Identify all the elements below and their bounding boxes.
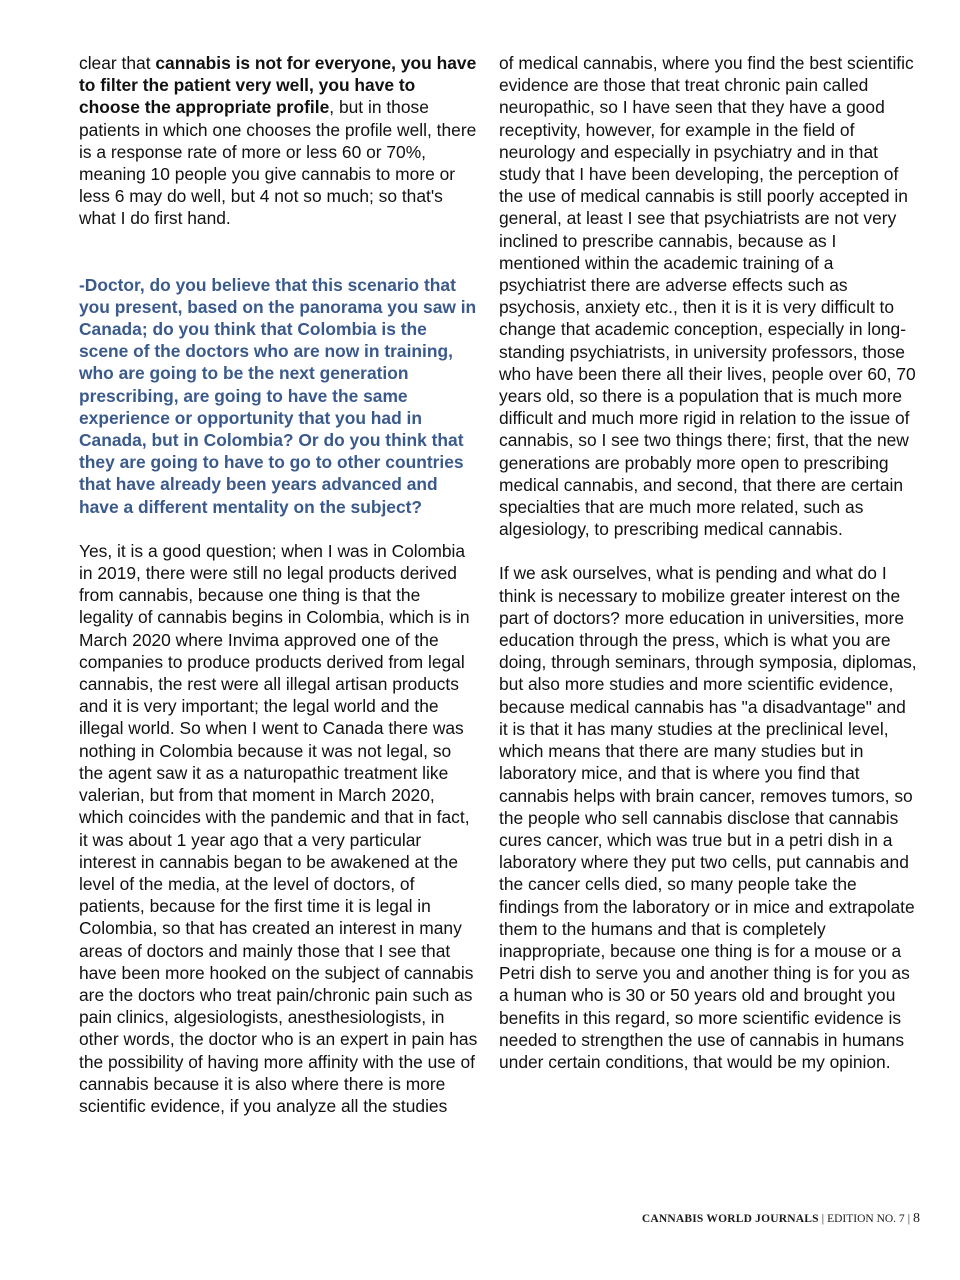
left-column: [79, 52, 479, 1117]
intro-rest-text: , but in those patients in which one chooses the profile well, there is a response rate of more or less 60 or 70%, meaning 10 people you give cannabis to more or less 6 may do well, but 4 not so much; so that's what I do first hand.: [79, 97, 477, 229]
edition-label: EDITION NO. 7: [827, 1213, 905, 1225]
answer-paragraph: Yes, it is a good question; when I was in Colombia in 2019, there were still no legal products derived from cannabis, because one thing is that the legality of cannabis begins in Colombia, which is in March 2020 where Invima approved one of the companies to produce products derived from legal cannabis, the rest were all illegal artisan products and it is very important; the legal world and the illegal world. So when I went to Canada there was nothing in Colombia because it was not legal, so the agent saw it as a naturopathic treatment like valerian, but from that moment in March 2020, which coincides with the pandemic and that in fact, it was about 1 year ago that a very particular interest in cannabis began to be awakened at the level of the media, at the level of doctors, of patients, because for the first time it is legal in Colombia, so that has created an interest in many areas of doctors and mainly those that I see that have been more hooked on the subject of cannabis are the doctors who treat pain/chronic pain such as pain clinics, algesiologists, anesthesiologists, in other words, the doctor who is an expert in pain has the possibility of having more affinity with the use of cannabis because it is also where there is more scientific evidence, if you analyze all the studies: [79, 540, 478, 1116]
page-number: 8: [913, 1211, 920, 1226]
footer-separator: |: [821, 1213, 825, 1225]
intro-text: clear that: [79, 53, 156, 73]
closing-paragraph: If we ask ourselves, what is pending and what do I think is necessary to mobilize greater interest on the part of doctors? more education in universities, more education through the press, which is what you are doing, through seminars, through symposia, diplomas, but also more studies and more scientific evidence, because medical cannabis has "a disadvantage" and it is that it has many studies at the preclinical level, which means that there are many studies but in laboratory mice, and that is where you find that cannabis helps with brain cancer, removes tumors, so the people who sell cannabis disclose that cannabis cures cancer, which was true but in a petri dish in a laboratory where they put two cells, put cannabis and the cancer cells died, so many people take the findings from the laboratory or in mice and extrapolate them to the humans and that is completely inappropriate, because one thing is for a mouse or a Petri dish to serve you and another thing is for you as a human who is 30 or 50 years old and brought you benefits in this regard, so more scientific evidence is needed to strengthen the use of cannabis in humans under certain conditions, that would be my opinion.: [499, 563, 917, 1072]
continued-paragraph: of medical cannabis, where you find the best scientific evidence are those that treat chronic pain called neuropathic, so I have seen that they have a good receptivity, however, for example in the field of neurology and especially in psychiatry and in that study that I have been developing, the perception of the use of medical cannabis is still poorly accepted in general, at least I see that psychiatrists are not very inclined to prescribe cannabis, because as I mentioned within the academic training of a psychiatrist there are adverse effects such as psychosis, anxiety etc., then it is it is very difficult to change that academic conception, especially in long-standing psychiatrists, in university professors, those who have been there all their lives, people over 60, 70 years old, so there is a population that is much more difficult and much more rigid in relation to the issue of cannabis, so I see two things there; first, that the new generations are probably more open to prescribing medical cannabis, and second, that there are certain specialties that are much more related, such as algesiology, to prescribing medical cannabis.: [499, 53, 916, 540]
footer-separator-2: |: [907, 1213, 910, 1225]
right-column: [499, 52, 919, 1073]
interview-question: -Doctor, do you believe that this scenario that you present, based on the panorama you saw in Canada; do you think that Colombia is the scene of the doctors who are now in training, who are going to be the next generation prescribing, are going to have the same experience or opportunity that you had in Canada, but in Colombia? Or do you think that they are going to have to go to other countries that have already been years advanced and have a different mentality on the subject?: [79, 274, 477, 517]
journal-name: CANNABIS WORLD JOURNALS: [641, 1213, 819, 1225]
intro-bold-text: cannabis is not for everyone, you have to filter the patient very well, you have to choose the appropriate profile: [79, 53, 477, 118]
intro-paragraph: [79, 52, 479, 230]
page-footer: [560, 1211, 920, 1227]
